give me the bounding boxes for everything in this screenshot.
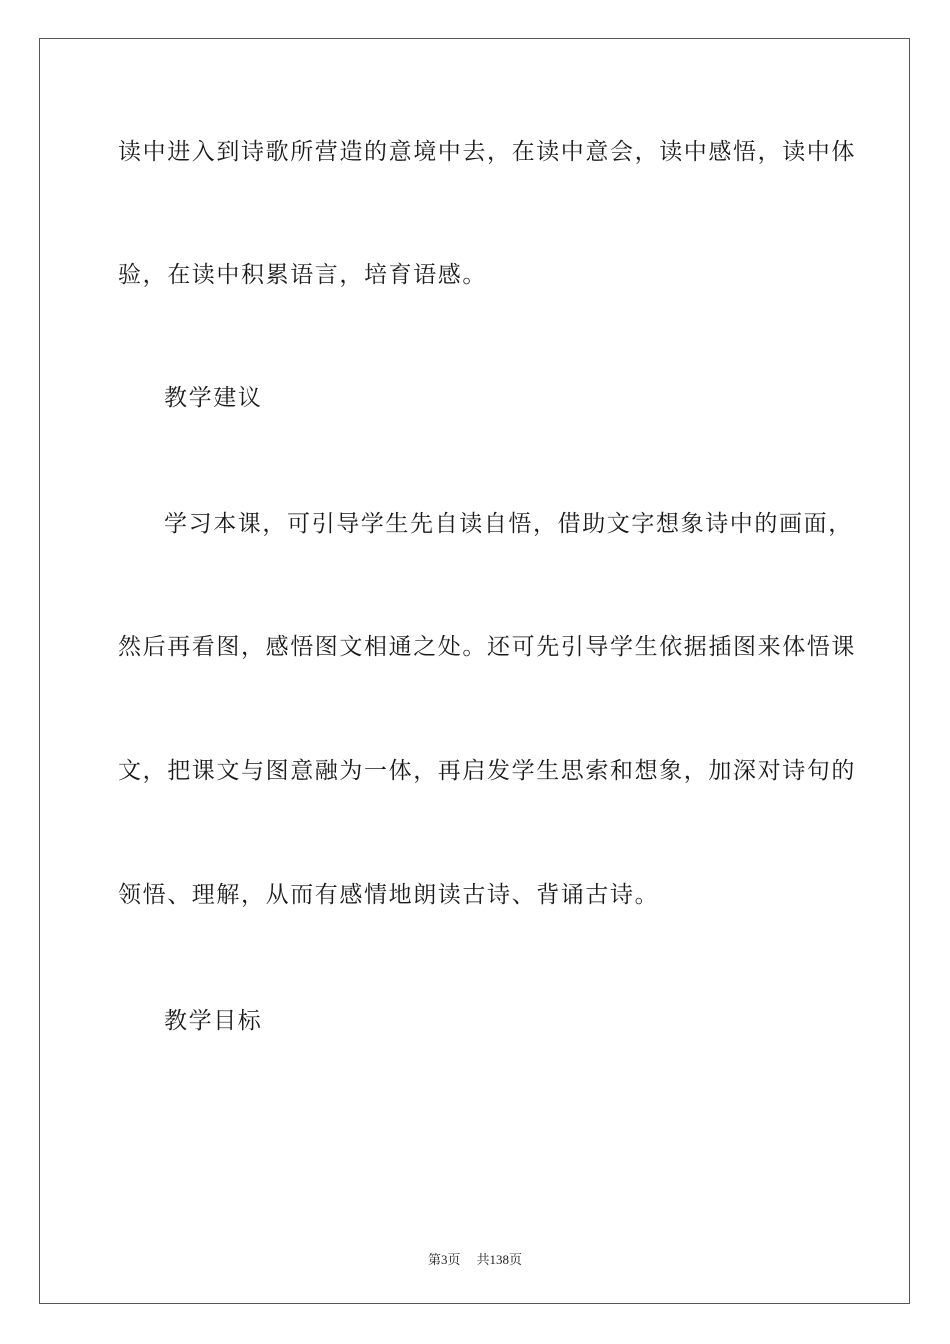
paragraph-line: 领悟、理解，从而有感情地朗读古诗、背诵古诗。 [118, 882, 660, 908]
section-heading: 教学目标 [164, 1008, 263, 1034]
page-total: 共138页 [476, 1252, 523, 1267]
paragraph-line: 文，把课文与图意融为一体，再启发学生思索和想象，加深对诗句的 [118, 758, 856, 784]
page-number: 第3页 [427, 1252, 461, 1267]
section-heading: 教学建议 [164, 385, 263, 411]
page-border [39, 38, 910, 1304]
paragraph-line: 然后再看图，感悟图文相通之处。还可先引导学生依据插图来体悟课 [118, 634, 856, 660]
paragraph-line: 验，在读中积累语言，培育语感。 [118, 262, 487, 288]
paragraph-line: 读中进入到诗歌所营造的意境中去，在读中意会，读中感悟，读中体 [118, 139, 856, 165]
paragraph-line: 学习本课，可引导学生先自读自悟，借助文字想象诗中的画面， [164, 511, 853, 537]
page-footer [0, 1249, 950, 1268]
